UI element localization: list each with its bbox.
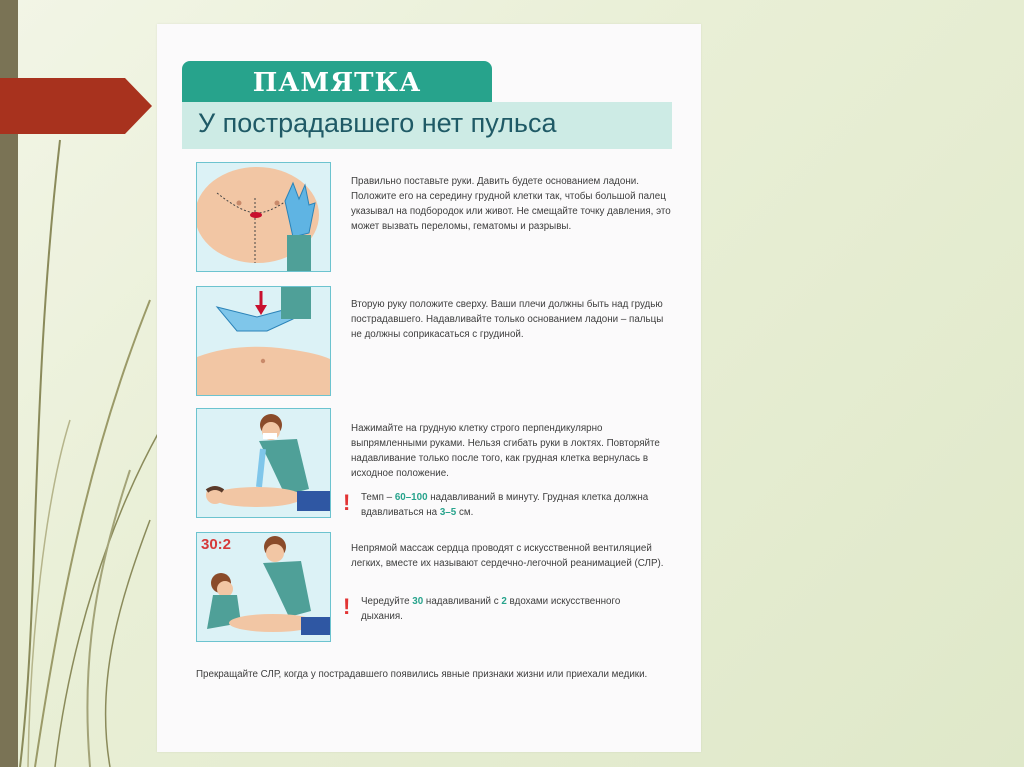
memo-page	[157, 24, 701, 752]
step2-illustration	[196, 286, 331, 396]
memo-subtitle: У пострадавшего нет пульса	[198, 108, 557, 138]
slide-arrow-icon	[0, 78, 152, 134]
step3-warning: Темп – 60–100 надавливаний в минуту. Грудная клетка должна вдавливаться на 3–5 см.	[361, 492, 649, 518]
step4-warning: Чередуйте 30 надавливаний с 2 вдохами искусственного дыхания.	[361, 596, 621, 622]
subtitle-band	[182, 102, 672, 149]
step4-text: Непрямой массаж сердца проводят с искусственной вентиляцией легких, вместе их называют сердечно-легочной реанимацией (СЛР).	[351, 543, 664, 569]
warning-icon: !	[343, 594, 351, 619]
step1-illustration	[196, 162, 331, 272]
step3-text: Нажимайте на грудную клетку строго перпендикулярно выпрямленными руками. Нельзя сгибать руки в локтях. Повторяйте надавливание только после того, как грудная клетка вернулась в исходное положение.	[351, 423, 660, 479]
ratio-badge: 30:2	[201, 536, 232, 553]
warning-icon: !	[343, 490, 351, 515]
footer-note: Прекращайте СЛР, когда у пострадавшего появились явные признаки жизни или приехали медики.	[196, 669, 648, 680]
compression-icon	[197, 409, 330, 517]
step1-text: Правильно поставьте руки. Давить будете основанием ладони. Положите его на середину грудной клетки так, чтобы большой палец указывал на подбородок или живот. Не смещайте точку давления, это может вызвать переломы, гематомы и разрывы.	[351, 176, 671, 232]
step3-illustration	[196, 408, 331, 518]
title-tab	[182, 61, 492, 105]
hand-placement-icon	[197, 163, 330, 271]
hands-stacked-icon	[197, 287, 330, 395]
step2-text: Вторую руку положите сверху. Ваши плечи должны быть над грудью пострадавшего. Надавливайте только основанием ладони – пальцы не должны соприкасаться с грудиной.	[351, 299, 664, 340]
memo-title: ПАМЯТКА	[252, 68, 422, 98]
